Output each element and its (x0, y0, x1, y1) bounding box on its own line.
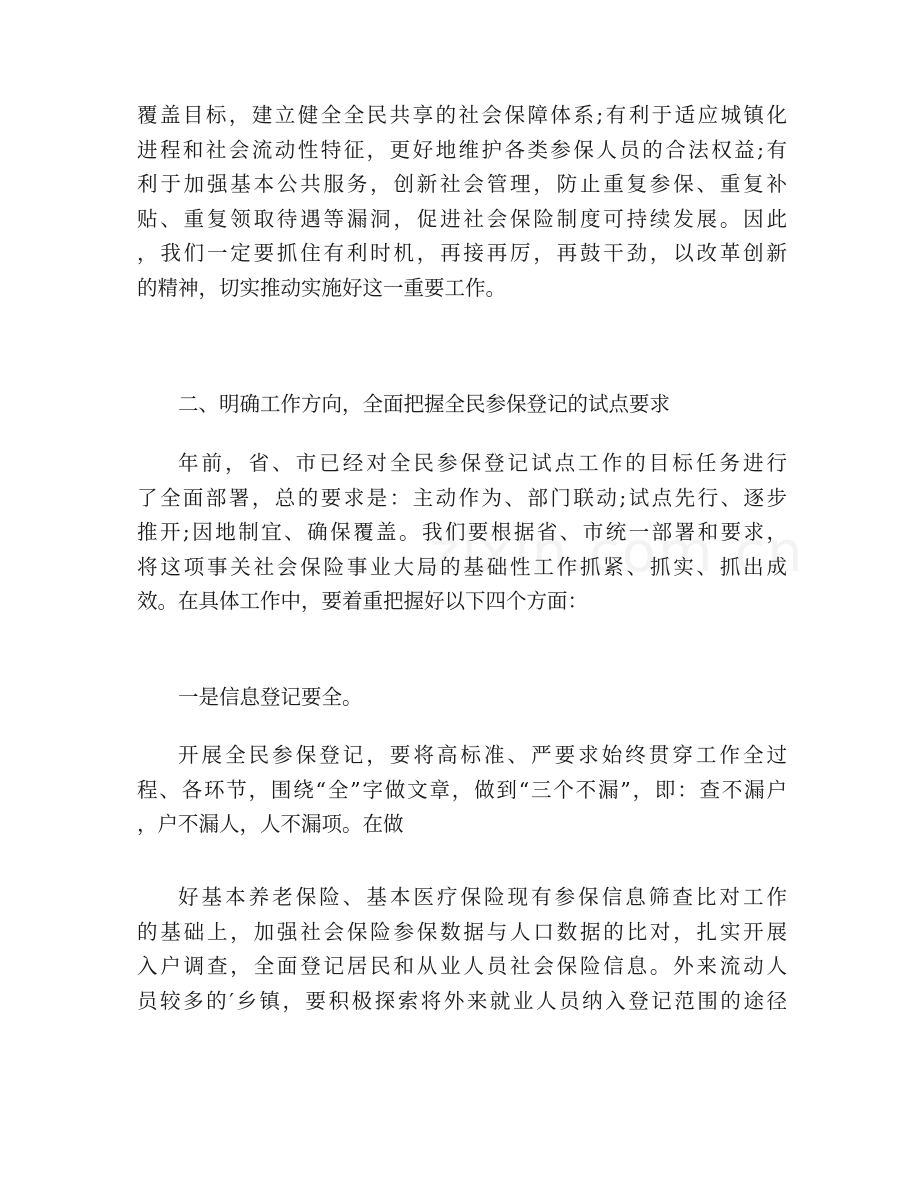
section-heading (137, 387, 787, 422)
paragraph-1 (137, 98, 787, 306)
point-heading (137, 680, 787, 715)
paragraph-line: 效。在具体工作中，要着重把握好以下四个方面： (137, 589, 588, 614)
section-heading-text: 二、明确工作方向，全面把握全民参保登记的试点要求 (178, 392, 670, 416)
paragraph-line: 贴、重复领取待遇等漏洞，促进社会保险制度可持续发展。因此 (137, 206, 787, 231)
paragraph-line: 好基本养老保险、基本医疗保险现有参保信息筛查比对工作 (178, 885, 787, 909)
paragraph-line: 的基础上，加强社会保险参保数据与人口数据的比对，扎实开展 (137, 919, 787, 944)
paragraph-line: 员较多的′乡镇，要积极探索将外来就业人员纳入登记范围的途径 (137, 988, 787, 1013)
paragraph-3 (137, 738, 787, 842)
paragraph-line: 推开;因地制宜、确保覆盖。我们要根据省、市统一部署和要求， (137, 520, 787, 545)
paragraph-line: 程、各环节，围绕“全”字做文章，做到“三个不漏”，即：查不漏户 (137, 777, 787, 802)
paragraph-line: 了全面部署，总的要求是：主动作为、部门联动;试点先行、逐步 (137, 485, 787, 510)
point-heading-text: 一是信息登记要全。 (178, 685, 363, 709)
paragraph-line: 将这项事关社会保险事业大局的基础性工作抓紧、抓实、抓出成 (137, 554, 787, 579)
paragraph-line: 入户调查，全面登记居民和从业人员社会保险信息。外来流动人 (137, 954, 787, 979)
paragraph-line: ，户不漏人，人不漏项。在做 (137, 812, 404, 837)
paragraph-2 (137, 446, 787, 619)
paragraph-line: 利于加强基本公共服务，创新社会管理，防止重复参保、重复补 (137, 172, 787, 197)
paragraph-line: 的精神，切实推动实施好这一重要工作。 (137, 275, 506, 300)
paragraph-line: 开展全民参保登记，要将高标准、严要求始终贯穿工作全过 (178, 743, 787, 767)
paragraph-line: ，我们一定要抓住有利时机，再接再厉，再鼓干劲，以改革创新 (137, 241, 787, 266)
paragraph-line: 年前，省、市已经对全民参保登记试点工作的目标任务进行 (178, 451, 787, 475)
paragraph-line: 进程和社会流动性特征，更好地维护各类参保人员的合法权益;有 (137, 137, 787, 162)
paragraph-line: 覆盖目标，建立健全全民共享的社会保障体系;有利于适应城镇化 (137, 103, 787, 127)
paragraph-4 (137, 880, 787, 1018)
